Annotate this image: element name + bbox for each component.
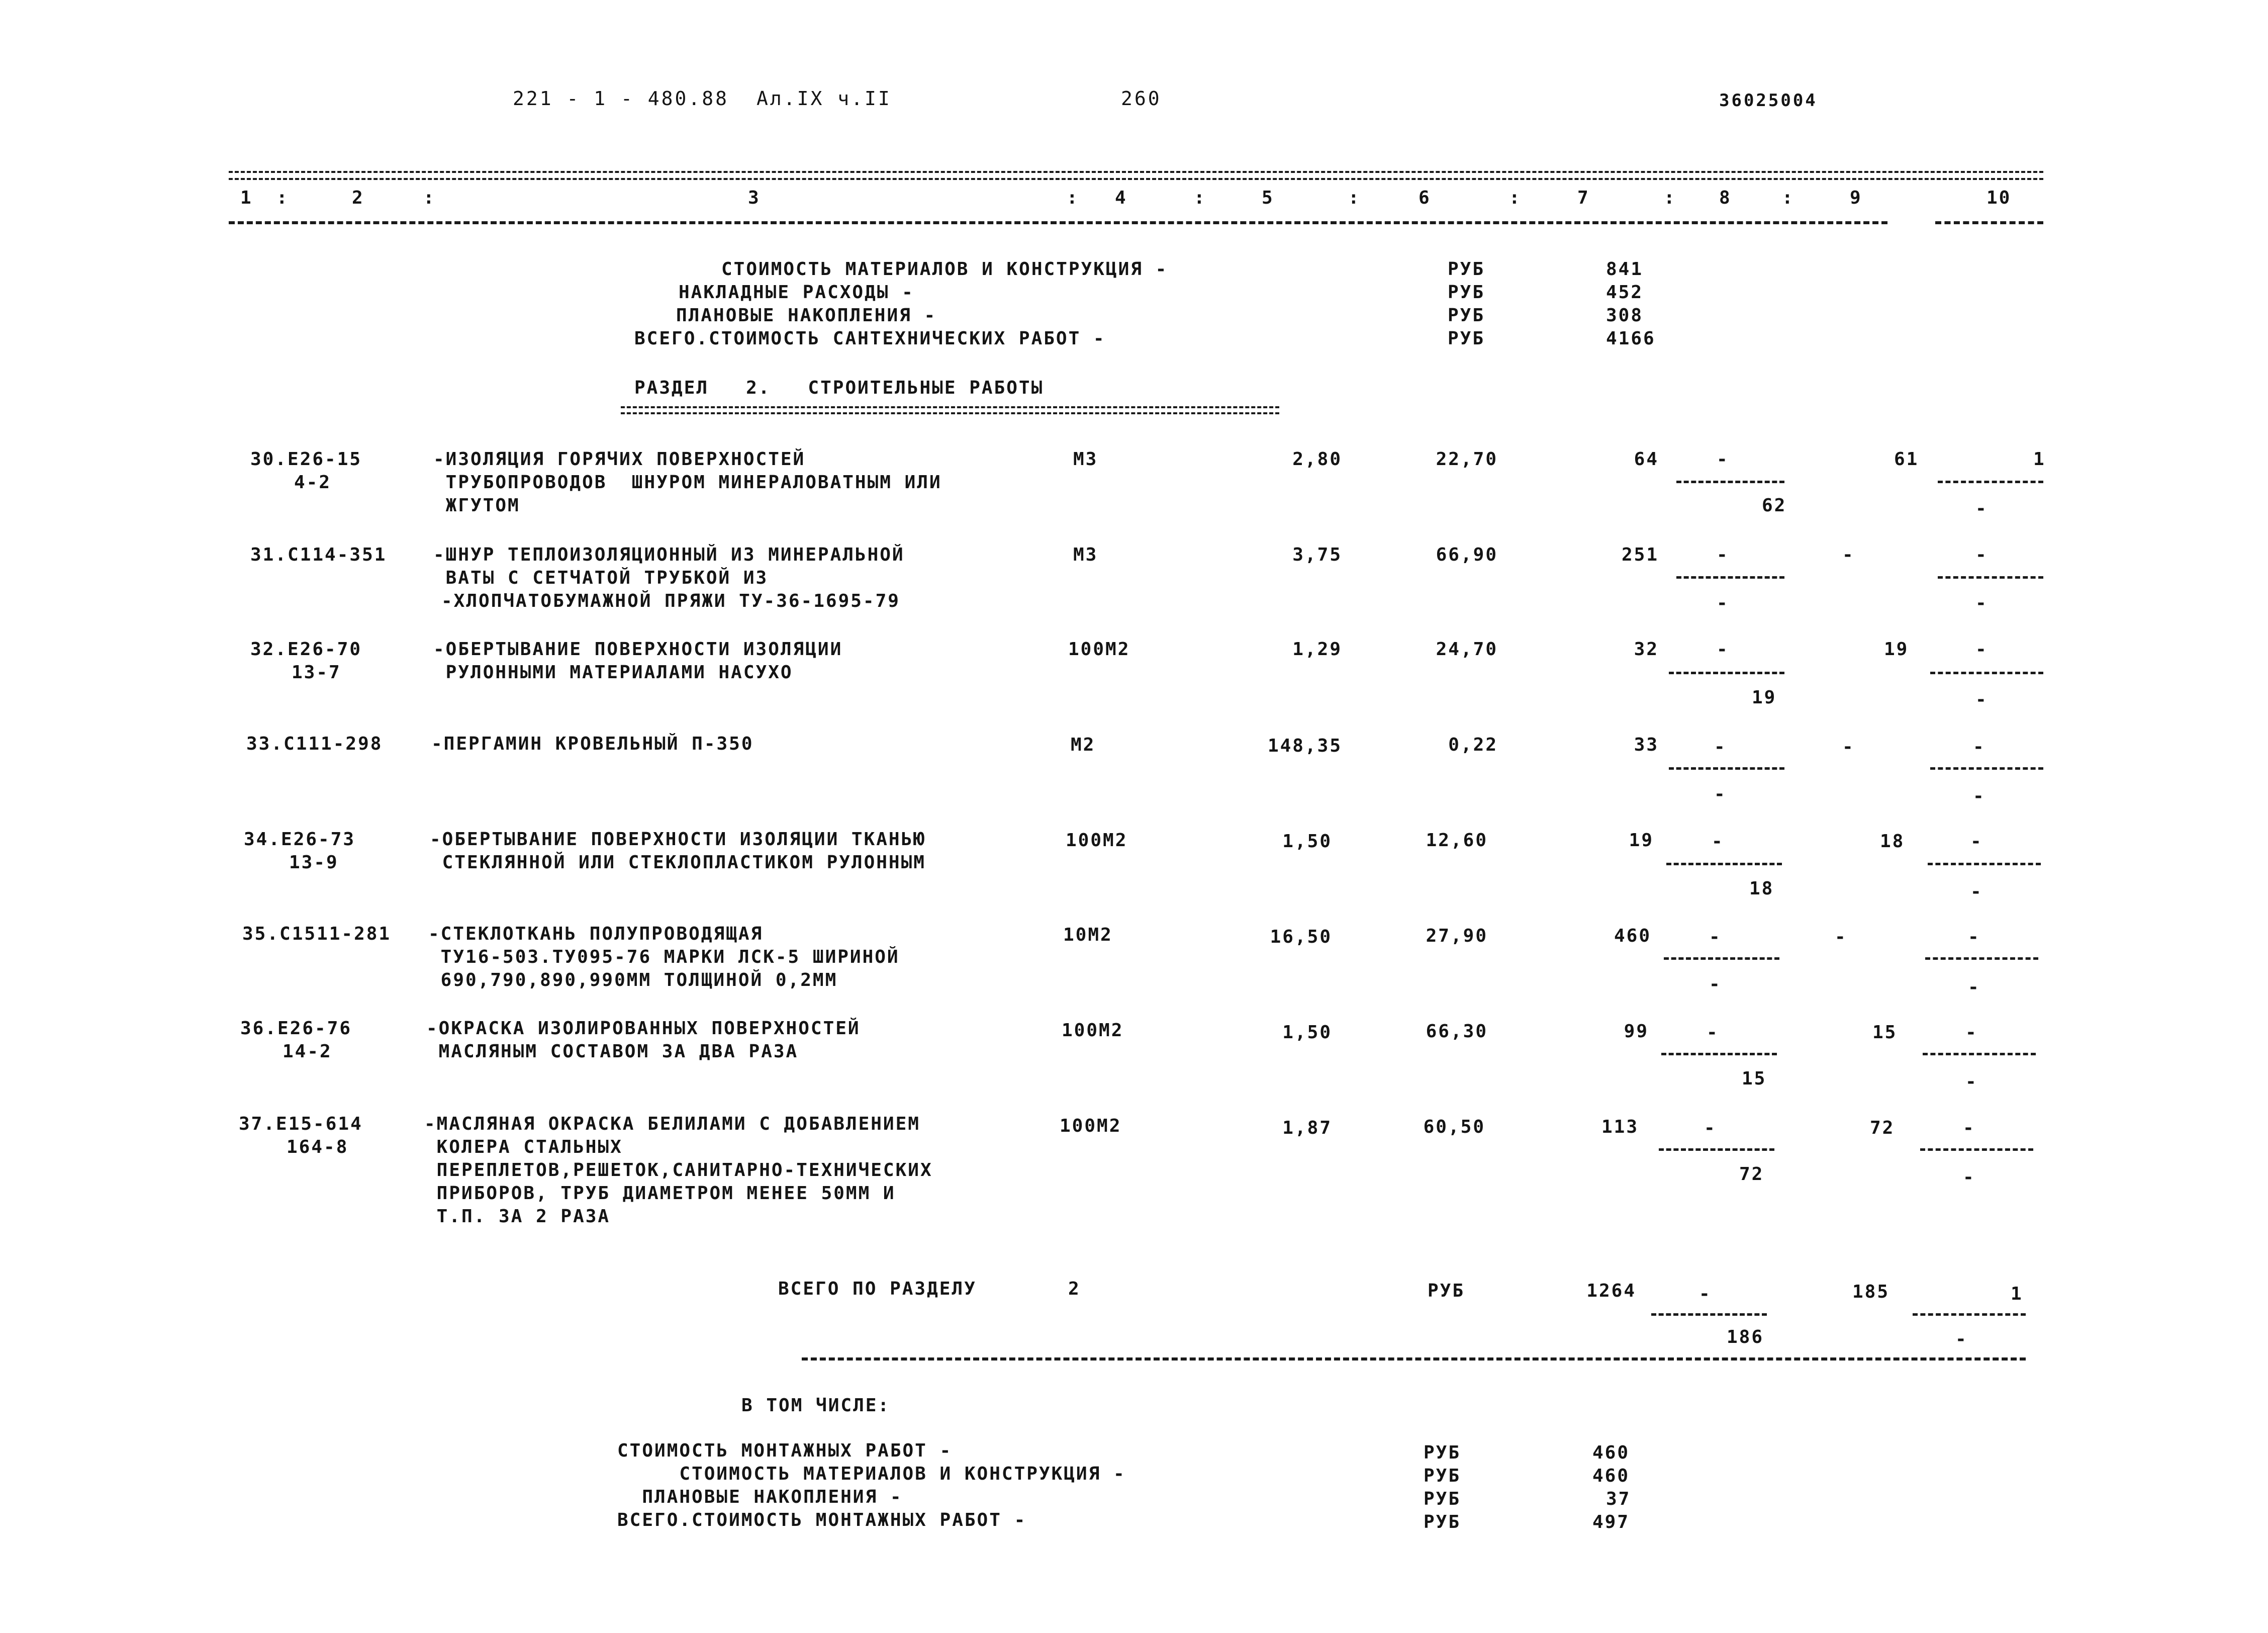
row-c10-bottom: - [1970, 881, 1983, 902]
row-c10-top: - [1973, 737, 1986, 757]
row-desc: ЖГУТОМ [433, 495, 520, 516]
row-c10-rule [1938, 481, 2043, 483]
row-c10-bottom: - [1975, 593, 1988, 613]
row-c8-rule [1659, 1148, 1774, 1151]
summary-unit: РУБ [1448, 328, 1485, 349]
col-header-3: 3 [748, 188, 761, 208]
row-desc: КОЛЕРА СТАЛЬНЫХ [424, 1137, 623, 1157]
row-c8-top: - [1717, 639, 1729, 660]
bottom-summary-unit: РУБ [1424, 1489, 1461, 1509]
row-c8-rule [1676, 576, 1784, 579]
row-c8-bottom: 62 [1762, 495, 1787, 516]
row-c10-rule [1938, 576, 2043, 579]
row-c10-bottom: - [1975, 498, 1988, 519]
row-unit: 100М2 [1060, 1116, 1122, 1136]
row-unit: М3 [1073, 449, 1098, 470]
row-unit: 10М2 [1063, 925, 1113, 945]
row-code-sub: 13-7 [292, 662, 341, 683]
row-code-sub: 164-8 [287, 1137, 349, 1157]
col-header-7: 7 [1577, 188, 1590, 208]
row-c8-rule [1661, 1053, 1777, 1055]
row-code-sub: 4-2 [294, 472, 332, 493]
section-total-c10-top: 1 [2011, 1284, 2023, 1304]
col-sep: : [1509, 188, 1522, 208]
row-desc: -ОБЕРТЫВАНИЕ ПОВЕРХНОСТИ ИЗОЛЯЦИИ ТКАНЬЮ [430, 829, 926, 850]
row-total: 32 [1634, 639, 1659, 660]
section-total-c9: 185 [1852, 1282, 1890, 1302]
col-header-2: 2 [352, 188, 364, 208]
row-code: 34.Е26-73 [244, 829, 356, 850]
row-unit: 100М2 [1068, 639, 1130, 660]
row-c10-top: - [1965, 1022, 1978, 1043]
row-c8-top: - [1712, 831, 1724, 852]
row-qty: 3,75 [1292, 545, 1342, 565]
row-total: 460 [1614, 926, 1651, 946]
row-c8-bottom: 15 [1742, 1068, 1767, 1089]
row-code: 30.Е26-15 [250, 449, 362, 470]
summary-value: 308 [1606, 305, 1644, 326]
row-desc: -СТЕКЛОТКАНЬ ПОЛУПРОВОДЯЩАЯ [428, 924, 764, 944]
row-price: 0,22 [1448, 735, 1498, 755]
section-total-c10-bottom: - [1955, 1329, 1968, 1349]
row-code: 35.С1511-281 [242, 924, 392, 944]
row-c8-top: - [1714, 737, 1727, 757]
row-total: 19 [1629, 830, 1654, 851]
bottom-summary-unit: РУБ [1424, 1466, 1461, 1486]
section-total-c10-rule [1913, 1313, 2026, 1316]
col-header-6: 6 [1419, 188, 1431, 208]
section-total-label: ВСЕГО ПО РАЗДЕЛУ [778, 1279, 977, 1299]
bottom-summary-value: 460 [1592, 1466, 1630, 1486]
row-c10-top: - [1963, 1118, 1975, 1138]
section-total-rule [802, 1357, 2026, 1360]
row-unit: М2 [1071, 735, 1096, 755]
row-c8-bottom: 19 [1752, 687, 1777, 708]
summary-value: 4166 [1606, 328, 1656, 349]
row-c10-bottom: - [1965, 1071, 1978, 1092]
row-desc: -ШНУР ТЕПЛОИЗОЛЯЦИОННЫЙ ИЗ МИНЕРАЛЬНОЙ [433, 545, 905, 565]
col-header-4: 4 [1115, 188, 1127, 208]
row-c10-bottom: - [1973, 786, 1986, 806]
row-price: 27,90 [1426, 926, 1488, 946]
col-header-10: 10 [1987, 188, 2012, 208]
header-rule-bottom [229, 221, 1887, 224]
including-label: В ТОМ ЧИСЛЕ: [741, 1395, 891, 1416]
row-price: 22,70 [1436, 449, 1498, 470]
doc-number: 36025004 [1719, 90, 1818, 111]
album-ref: Ал.IX ч.II [757, 87, 892, 110]
summary-label: СТОИМОСТЬ МАТЕРИАЛОВ И КОНСТРУКЦИЯ - [721, 259, 1168, 280]
summary-unit: РУБ [1448, 305, 1485, 326]
row-c8-bottom: - [1717, 593, 1729, 613]
row-desc: -МАСЛЯНАЯ ОКРАСКА БЕЛИЛАМИ С ДОБАВЛЕНИЕМ [424, 1114, 920, 1134]
row-c9: 19 [1884, 639, 1909, 660]
row-c10-rule [1930, 767, 2043, 770]
row-desc: ВАТЫ С СЕТЧАТОЙ ТРУБКОЙ ИЗ [433, 568, 769, 588]
row-desc: -ИЗОЛЯЦИЯ ГОРЯЧИХ ПОВЕРХНОСТЕЙ [433, 449, 806, 470]
row-c10-rule [1928, 863, 2041, 865]
row-unit: 100М2 [1062, 1020, 1124, 1041]
row-c8-top: - [1717, 449, 1729, 470]
bottom-summary-value: 497 [1592, 1512, 1630, 1532]
col-sep: : [1348, 188, 1361, 208]
row-c8-top: - [1707, 1022, 1719, 1043]
row-desc: РУЛОННЫМИ МАТЕРИАЛАМИ НАСУХО [433, 662, 793, 683]
col-sep: : [423, 188, 436, 208]
row-price: 24,70 [1436, 639, 1498, 660]
row-c9: 61 [1894, 449, 1919, 470]
row-price: 66,30 [1426, 1021, 1488, 1042]
summary-unit: РУБ [1448, 282, 1485, 303]
row-total: 99 [1624, 1021, 1649, 1042]
row-total: 251 [1621, 545, 1659, 565]
row-qty: 2,80 [1292, 449, 1342, 470]
row-c10-top: - [1968, 927, 1980, 947]
row-c9: - [1842, 737, 1855, 757]
row-qty: 16,50 [1270, 927, 1332, 947]
summary-unit: РУБ [1448, 259, 1485, 280]
row-c8-top: - [1709, 927, 1722, 947]
row-c8-rule [1676, 481, 1784, 483]
row-c9: 18 [1880, 831, 1905, 852]
row-desc: ТРУБОПРОВОДОВ ШНУРОМ МИНЕРАЛОВАТНЫМ ИЛИ [433, 472, 942, 493]
row-qty: 1,50 [1282, 1022, 1332, 1043]
summary-label: ПЛАНОВЫЕ НАКОПЛЕНИЯ - [676, 305, 937, 326]
row-qty: 1,87 [1282, 1118, 1332, 1138]
row-c10-bottom: - [1968, 977, 1980, 997]
row-desc: -ПЕРГАМИН КРОВЕЛЬНЫЙ П-350 [431, 734, 754, 754]
row-c10-top: 1 [2033, 449, 2046, 470]
bottom-summary-label: ПЛАНОВЫЕ НАКОПЛЕНИЯ - [617, 1487, 903, 1507]
header-rule-top [229, 171, 2043, 180]
row-total: 113 [1601, 1117, 1639, 1137]
col-header-5: 5 [1262, 188, 1274, 208]
section-total-c8-bottom: 186 [1727, 1327, 1764, 1347]
row-code: 36.Е26-76 [240, 1018, 352, 1039]
row-unit: М3 [1073, 545, 1098, 565]
col-sep: : [1194, 188, 1206, 208]
section-total-value: 1264 [1586, 1281, 1636, 1301]
section-total-unit: РУБ [1428, 1281, 1465, 1301]
bottom-summary-value: 460 [1592, 1442, 1630, 1463]
col-sep: : [1664, 188, 1676, 208]
section-total-num: 2 [1068, 1279, 1081, 1299]
col-sep: : [276, 188, 289, 208]
row-c8-rule [1666, 863, 1782, 865]
header-rule-bottom-right [1935, 221, 2043, 224]
row-price: 60,50 [1423, 1117, 1485, 1137]
bottom-summary-label: СТОИМОСТЬ МОНТАЖНЫХ РАБОТ - [617, 1440, 953, 1461]
bottom-summary-unit: РУБ [1424, 1442, 1461, 1463]
row-qty: 1,50 [1282, 831, 1332, 852]
row-price: 66,90 [1436, 545, 1498, 565]
row-code: 31.С114-351 [250, 545, 387, 565]
row-c10-bottom: - [1963, 1167, 1975, 1188]
row-c9: - [1842, 545, 1855, 565]
row-c10-rule [1920, 1148, 2033, 1151]
row-code: 37.Е15-614 [239, 1114, 363, 1134]
section-underline [621, 406, 1279, 414]
bottom-summary-unit: РУБ [1424, 1512, 1461, 1532]
row-code: 32.Е26-70 [250, 639, 362, 660]
row-total: 64 [1634, 449, 1659, 470]
section-total-c8-top: - [1699, 1284, 1712, 1304]
row-desc: ТУ16-503.ТУ095-76 МАРКИ ЛСК-5 ШИРИНОЙ [428, 947, 900, 967]
row-c8-rule [1669, 767, 1784, 770]
row-c9: - [1835, 927, 1847, 947]
row-c9: 72 [1870, 1118, 1895, 1138]
row-desc: ПРИБОРОВ, ТРУБ ДИАМЕТРОМ МЕНЕЕ 50ММ И [424, 1183, 896, 1204]
bottom-summary-value: 37 [1606, 1489, 1631, 1509]
row-c10-rule [1923, 1053, 2036, 1055]
row-c10-top: - [1970, 831, 1983, 852]
page-number: 260 [1121, 87, 1162, 110]
row-c8-top: - [1717, 545, 1729, 565]
row-c8-top: - [1704, 1118, 1717, 1138]
row-desc: -ХЛОПЧАТОБУМАЖНОЙ ПРЯЖИ ТУ-36-1695-79 [441, 591, 900, 611]
row-desc: ПЕРЕПЛЕТОВ,РЕШЕТОК,САНИТАРНО-ТЕХНИЧЕСКИХ [424, 1160, 933, 1181]
bottom-summary-label: СТОИМОСТЬ МАТЕРИАЛОВ И КОНСТРУКЦИЯ - [617, 1464, 1126, 1484]
row-qty: 148,35 [1267, 736, 1342, 756]
row-code-sub: 13-9 [289, 852, 339, 873]
row-desc: МАСЛЯНЫМ СОСТАВОМ ЗА ДВА РАЗА [426, 1041, 799, 1062]
doc-code: 221 - 1 - 480.88 [513, 87, 729, 110]
col-sep: : [1782, 188, 1794, 208]
summary-label: ВСЕГО.СТОИМОСТЬ САНТЕХНИЧЕСКИХ РАБОТ - [634, 328, 1106, 349]
row-c8-rule [1669, 672, 1784, 674]
row-c10-rule [1930, 672, 2043, 674]
section-title: РАЗДЕЛ 2. СТРОИТЕЛЬНЫЕ РАБОТЫ [634, 378, 1044, 398]
col-sep: : [1067, 188, 1079, 208]
col-header-9: 9 [1850, 188, 1862, 208]
row-c8-bottom: - [1709, 974, 1722, 994]
row-total: 33 [1634, 735, 1659, 755]
row-code-sub: 14-2 [282, 1041, 332, 1062]
row-c10-top: - [1975, 545, 1988, 565]
row-desc: -ОКРАСКА ИЗОЛИРОВАННЫХ ПОВЕРХНОСТЕЙ [426, 1018, 861, 1039]
row-code: 33.С111-298 [246, 734, 383, 754]
row-c8-rule [1664, 957, 1779, 960]
row-qty: 1,29 [1292, 639, 1342, 660]
section-total-c8-rule [1651, 1313, 1767, 1316]
row-c8-bottom: 72 [1739, 1164, 1764, 1185]
col-header-8: 8 [1719, 188, 1732, 208]
row-desc: Т.П. ЗА 2 РАЗА [424, 1206, 611, 1227]
row-c10-top: - [1975, 639, 1988, 660]
row-unit: 100М2 [1066, 830, 1128, 851]
row-c10-bottom: - [1975, 689, 1988, 710]
col-header-1: 1 [240, 188, 253, 208]
summary-value: 841 [1606, 259, 1644, 280]
row-desc: СТЕКЛЯННОЙ ИЛИ СТЕКЛОПЛАСТИКОМ РУЛОННЫМ [430, 852, 926, 873]
row-price: 12,60 [1426, 830, 1488, 851]
summary-label: НАКЛАДНЫЕ РАСХОДЫ - [679, 282, 914, 303]
summary-value: 452 [1606, 282, 1644, 303]
row-c10-rule [1925, 957, 2038, 960]
row-c8-bottom: 18 [1749, 878, 1774, 899]
row-desc: -ОБЕРТЫВАНИЕ ПОВЕРХНОСТИ ИЗОЛЯЦИИ [433, 639, 843, 660]
row-desc: 690,790,890,990ММ ТОЛЩИНОЙ 0,2ММ [428, 970, 838, 990]
row-c8-bottom: - [1714, 784, 1727, 804]
bottom-summary-label: ВСЕГО.СТОИМОСТЬ МОНТАЖНЫХ РАБОТ - [617, 1510, 1027, 1530]
row-c9: 15 [1872, 1022, 1898, 1043]
